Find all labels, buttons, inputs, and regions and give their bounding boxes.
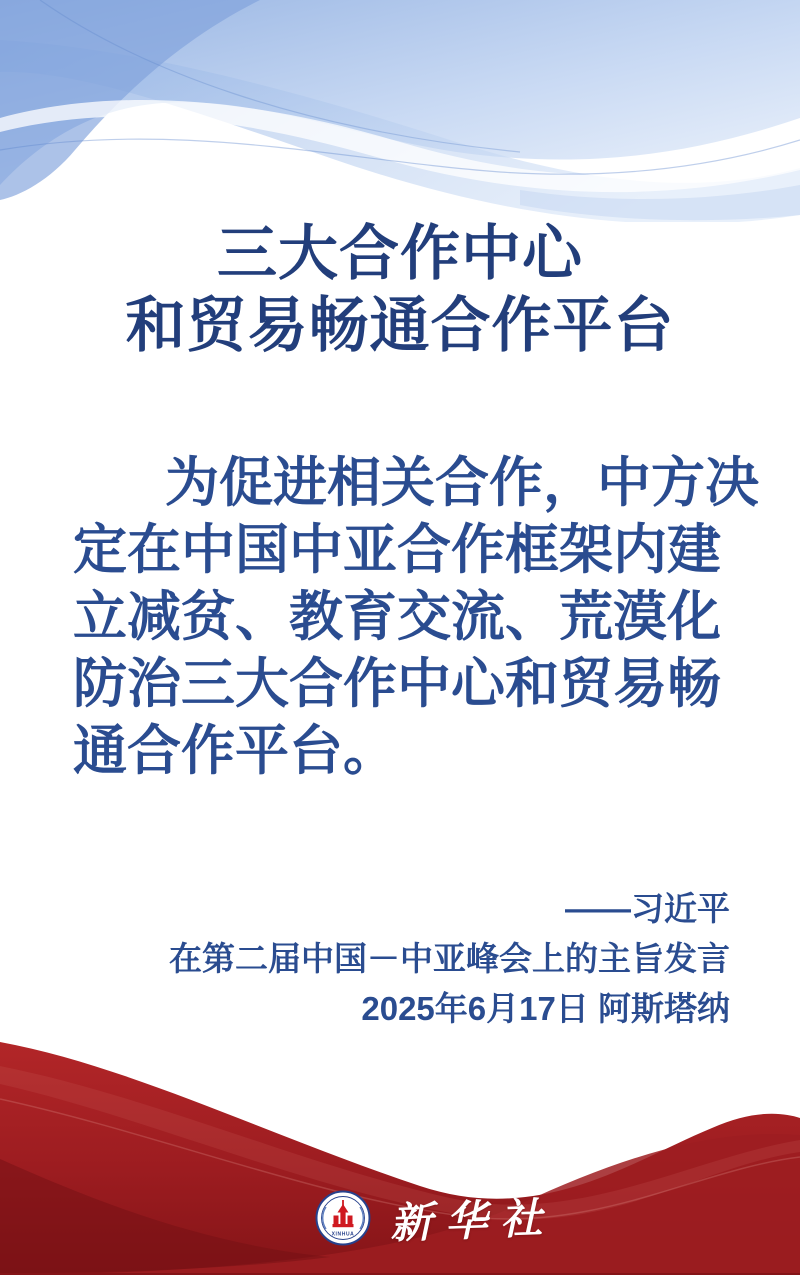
top-wave-decoration bbox=[0, 0, 800, 222]
logo-wordmark: XINHUA bbox=[331, 1231, 355, 1238]
title-line-1: 三大合作中心 bbox=[217, 220, 583, 287]
agency-name: 新华社 bbox=[389, 1194, 556, 1247]
body-line: 防治三大合作中心和贸易畅 bbox=[73, 654, 721, 714]
attribution-occasion: 在第二届中国－中亚峰会上的主旨发言 bbox=[169, 940, 730, 977]
title-line-2: 和贸易畅通合作平台 bbox=[125, 292, 675, 359]
poster-title bbox=[0, 218, 800, 362]
attribution-block bbox=[169, 884, 730, 1034]
body-line: 通合作平台。 bbox=[73, 721, 397, 781]
attribution-author: ——习近平 bbox=[565, 890, 730, 927]
xinhua-brand bbox=[314, 1188, 555, 1248]
attribution-date-location: 2025年6月17日 阿斯塔纳 bbox=[361, 990, 730, 1027]
quote-body bbox=[73, 450, 759, 785]
body-line: 为促进相关合作，中方决 bbox=[165, 453, 759, 513]
body-line: 立减贫、教育交流、荒漠化 bbox=[73, 587, 721, 647]
xinhua-logo-icon bbox=[314, 1189, 372, 1247]
body-line: 定在中国中亚合作框架内建 bbox=[73, 520, 721, 580]
